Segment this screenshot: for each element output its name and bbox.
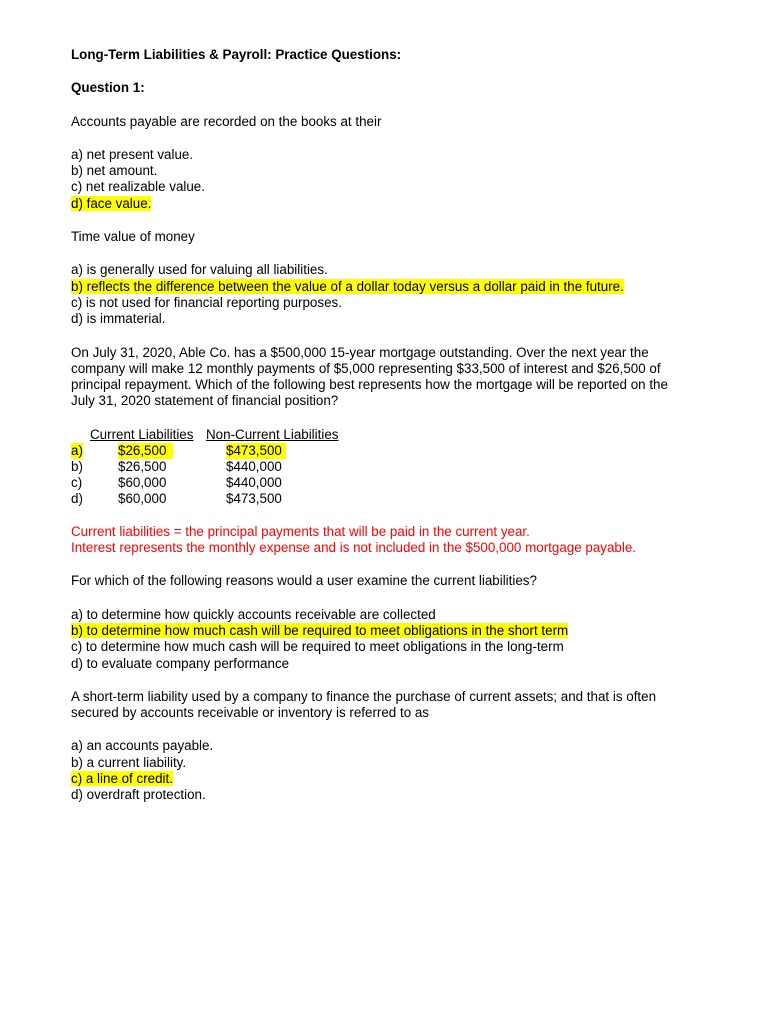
document-title: Long-Term Liabilities & Payroll: Practice Questions:	[71, 47, 402, 62]
q4-option-b-answer: b) to determine how much cash will be required to meet obligations in the short term	[71, 622, 569, 638]
row-letter: c)	[71, 474, 83, 490]
q1-option-d-answer: d) face value.	[71, 195, 152, 211]
q5-option-d: d) overdraft protection.	[71, 787, 206, 803]
q5-option-c-answer: c) a line of credit.	[71, 771, 173, 787]
row-letter: b)	[71, 458, 83, 474]
header-current-liabilities: Current Liabilities	[90, 426, 194, 442]
q1-options	[71, 147, 711, 212]
q2-stem: Time value of money	[71, 229, 195, 245]
row-current-value: $60,000	[118, 490, 167, 506]
q1-option-c: c) net realizable value.	[71, 179, 205, 195]
row-letter: a)	[71, 442, 83, 458]
q5-option-a: a) an accounts payable.	[71, 738, 214, 754]
q1-option-b: b) net amount.	[71, 163, 158, 179]
document-page	[71, 47, 711, 804]
q2-option-a: a) is generally used for valuing all liabilities.	[71, 262, 328, 278]
table-row	[71, 475, 711, 491]
q2-options	[71, 262, 711, 327]
question-1-heading: Question 1:	[71, 80, 145, 96]
q5-option-b: b) a current liability.	[71, 754, 187, 770]
table-row	[71, 443, 711, 459]
row-noncurrent-value: $440,000	[226, 458, 282, 474]
q1-option-a: a) net present value.	[71, 146, 194, 162]
q4-option-d: d) to evaluate company performance	[71, 655, 290, 671]
explanation-line: Current liabilities = the principal payments that will be paid in the current year.	[71, 523, 530, 539]
q2-option-b-answer: b) reflects the difference between the value of a dollar today versus a dollar paid in the future.	[71, 278, 624, 294]
row-current-value: $26,500	[118, 458, 167, 474]
q3-table-header	[71, 427, 711, 443]
row-current-value: $26,500	[118, 442, 167, 458]
row-noncurrent-value: $473,500	[226, 490, 282, 506]
explanation-line: Interest represents the monthly expense and is not included in the $500,000 mortgage payable.	[71, 540, 637, 556]
table-row	[71, 491, 711, 507]
header-noncurrent-liabilities: Non-Current Liabilities	[206, 426, 339, 442]
q2-option-d: d) is immaterial.	[71, 311, 166, 327]
q1-stem: Accounts payable are recorded on the books at their	[71, 113, 382, 129]
q4-options	[71, 607, 711, 672]
q4-option-a: a) to determine how quickly accounts receivable are collected	[71, 606, 436, 622]
q4-option-c: c) to determine how much cash will be required to meet obligations in the long-term	[71, 639, 564, 655]
row-noncurrent-value: $440,000	[226, 474, 282, 490]
q3-stem: On July 31, 2020, Able Co. has a $500,000 15-year mortgage outstanding. Over the next year the company will make 12 monthly payments of $5,000 representing $33,500 of interest and $26,500 of principal repayment. Which of the following best represents how the mortgage will be reported on the July 31, 2020 statement of financial position?	[71, 344, 668, 409]
q5-options	[71, 738, 711, 803]
q3-explanation	[71, 524, 711, 557]
row-letter: d)	[71, 490, 83, 506]
q5-stem: A short-term liability used by a company to finance the purchase of current assets; and that is often secured by accounts receivable or inventory is referred to as	[71, 688, 657, 721]
row-current-value: $60,000	[118, 474, 167, 490]
q2-option-c: c) is not used for financial reporting purposes.	[71, 294, 342, 310]
table-row	[71, 459, 711, 475]
row-noncurrent-value: $473,500	[226, 442, 282, 458]
q4-stem: For which of the following reasons would a user examine the current liabilities?	[71, 573, 537, 589]
